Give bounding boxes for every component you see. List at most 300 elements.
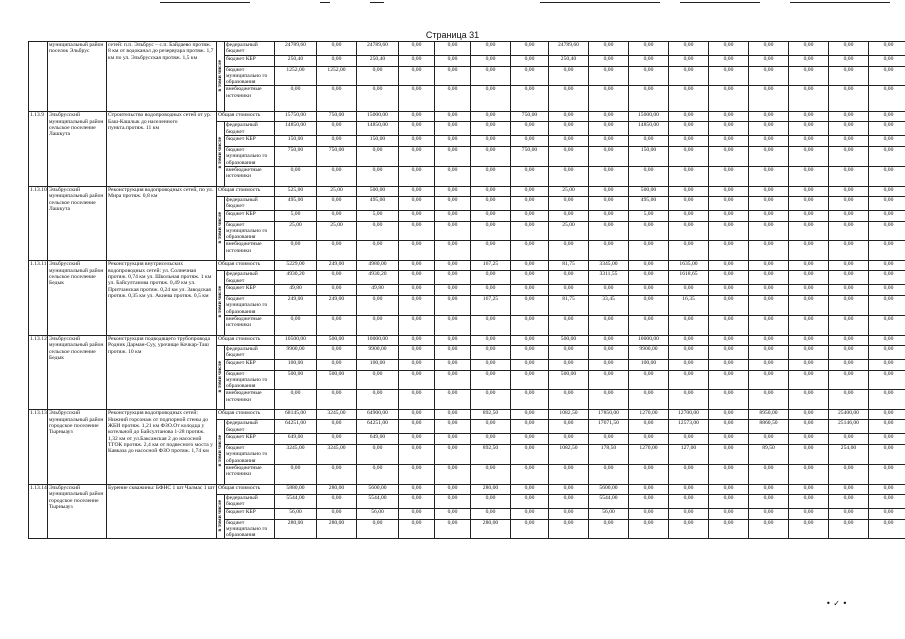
value-cell: 0,00 (471, 271, 511, 285)
value-cell: 0,00 (869, 122, 905, 136)
value-cell: 0,00 (749, 166, 789, 186)
value-cell: 0,00 (829, 136, 869, 147)
value-cell: 0,00 (829, 335, 869, 345)
value-cell: 0,00 (511, 241, 549, 261)
value-cell: 0,00 (317, 122, 357, 136)
value-cell: 0,00 (869, 484, 905, 494)
value-cell: 0,00 (789, 390, 829, 410)
value-cell: 0,00 (669, 147, 709, 167)
value-cell: 4930,20 (357, 271, 399, 285)
value-cell: 5,00 (275, 210, 317, 221)
value-cell: 0,00 (549, 420, 589, 434)
value-cell: 17850,00 (589, 410, 629, 420)
value-cell: 0,00 (511, 359, 549, 370)
value-cell: 15000,00 (629, 112, 669, 122)
value-cell: 0,00 (789, 410, 829, 420)
value-cell: 0,00 (749, 484, 789, 494)
value-cell: 0,00 (749, 136, 789, 147)
value-cell: 0,00 (317, 315, 357, 335)
value-cell: 0,00 (829, 122, 869, 136)
value-cell: 0,00 (399, 210, 435, 221)
value-cell: 0,00 (511, 410, 549, 420)
value-cell: 0,00 (869, 335, 905, 345)
value-cell: 100,00 (275, 359, 317, 370)
value-cell: 0,00 (709, 345, 749, 359)
value-cell: 0,00 (749, 359, 789, 370)
value-cell: 0,00 (317, 434, 357, 445)
value-cell: 0,00 (549, 271, 589, 285)
value-cell: 0,00 (589, 390, 629, 410)
value-cell: 0,00 (629, 136, 669, 147)
value-cell: 0,00 (709, 434, 749, 445)
value-cell: 0,00 (869, 410, 905, 420)
value-cell: 100,00 (629, 359, 669, 370)
table-row (29, 410, 905, 420)
value-cell: 0,00 (709, 410, 749, 420)
vertical-label: в томи числе (217, 286, 224, 318)
value-cell: 0,00 (789, 335, 829, 345)
value-cell: 0,00 (629, 315, 669, 335)
row-code: 1.13.14 (29, 484, 48, 538)
value-cell: 0,00 (399, 345, 435, 359)
value-cell: 0,00 (629, 390, 669, 410)
value-cell: 0,00 (435, 221, 471, 241)
value-cell: 0,00 (435, 86, 471, 112)
value-cell: 0,00 (275, 241, 317, 261)
row-municipality: Эльбрусский муниципальный район городское поселение Тырныауз (48, 484, 107, 538)
row-code: 1.13.11 (29, 261, 48, 335)
value-cell: 0,00 (357, 315, 399, 335)
row-source-label: Общая стоимость (217, 335, 275, 345)
vertical-label-cell (217, 271, 225, 335)
value-cell: 0,00 (399, 494, 435, 508)
value-cell: 0,00 (435, 271, 471, 285)
value-cell: 0,00 (749, 210, 789, 221)
value-cell: 0,00 (829, 508, 869, 519)
value-cell: 0,00 (357, 66, 399, 86)
value-cell: 8950,00 (749, 410, 789, 420)
value-cell: 0,00 (317, 420, 357, 434)
row-source-label: бюджет муниципально го образования (225, 296, 275, 316)
value-cell: 0,00 (749, 186, 789, 196)
value-cell: 0,00 (829, 241, 869, 261)
value-cell: 12573,00 (669, 420, 709, 434)
value-cell: 0,00 (829, 464, 869, 484)
value-cell: 8860,50 (749, 420, 789, 434)
value-cell: 0,00 (789, 136, 829, 147)
value-cell: 0,00 (511, 210, 549, 221)
value-cell: 0,00 (549, 196, 589, 210)
value-cell: 64251,00 (275, 420, 317, 434)
value-cell: 0,00 (399, 136, 435, 147)
value-cell: 0,00 (471, 221, 511, 241)
value-cell: 0,00 (629, 494, 669, 508)
table-row (29, 335, 905, 345)
vertical-label-cell (217, 122, 225, 186)
value-cell: 0,00 (829, 186, 869, 196)
value-cell: 0,00 (709, 390, 749, 410)
value-cell: 10000,00 (629, 335, 669, 345)
value-cell: 500,00 (317, 335, 357, 345)
value-cell: 0,00 (549, 484, 589, 494)
value-cell: 0,00 (471, 55, 511, 66)
value-cell: 0,00 (749, 112, 789, 122)
value-cell: 0,00 (829, 196, 869, 210)
value-cell: 0,00 (789, 484, 829, 494)
value-cell: 14850,00 (629, 122, 669, 136)
value-cell: 0,00 (789, 196, 829, 210)
value-cell: 0,00 (749, 315, 789, 335)
value-cell: 150,00 (629, 147, 669, 167)
scan-marks (0, 0, 905, 8)
value-cell: 0,00 (829, 221, 869, 241)
value-cell: 0,00 (317, 136, 357, 147)
budget-table-body (29, 42, 905, 539)
row-source-label: бюджет муниципально го образования (225, 147, 275, 167)
value-cell: 0,00 (317, 166, 357, 186)
value-cell: 0,00 (709, 494, 749, 508)
value-cell: 24789,60 (357, 42, 399, 56)
value-cell: 0,00 (549, 166, 589, 186)
value-cell: 0,00 (435, 494, 471, 508)
value-cell: 0,00 (589, 122, 629, 136)
value-cell: 0,00 (589, 315, 629, 335)
value-cell: 0,00 (435, 136, 471, 147)
value-cell: 0,00 (709, 122, 749, 136)
row-source-label: внебюджетные источники (225, 86, 275, 112)
value-cell: 0,00 (435, 42, 471, 56)
value-cell: 0,00 (399, 445, 435, 465)
value-cell: 0,00 (471, 210, 511, 221)
value-cell: 0,00 (709, 147, 749, 167)
value-cell: 0,00 (511, 494, 549, 508)
value-cell: 0,00 (317, 359, 357, 370)
value-cell: 0,00 (549, 122, 589, 136)
value-cell: 0,00 (399, 147, 435, 167)
value-cell: 750,00 (317, 112, 357, 122)
value-cell: 0,00 (435, 112, 471, 122)
row-code: 1.13.10 (29, 186, 48, 260)
vertical-label-cell (217, 42, 225, 112)
row-source-label: внебюджетные источники (225, 315, 275, 335)
value-cell: 0,00 (829, 166, 869, 186)
value-cell: 56,00 (357, 508, 399, 519)
value-cell: 49,80 (275, 285, 317, 296)
value-cell: 0,00 (749, 335, 789, 345)
value-cell: 0,00 (669, 285, 709, 296)
value-cell: 0,00 (399, 370, 435, 390)
value-cell: 0,00 (629, 508, 669, 519)
value-cell: 0,00 (709, 445, 749, 465)
value-cell: 127,00 (669, 445, 709, 465)
value-cell: 89,50 (749, 445, 789, 465)
value-cell: 0,00 (511, 166, 549, 186)
value-cell: 0,00 (869, 345, 905, 359)
value-cell: 0,00 (399, 271, 435, 285)
value-cell: 0,00 (629, 42, 669, 56)
value-cell: 0,00 (435, 166, 471, 186)
value-cell: 0,00 (829, 390, 869, 410)
value-cell: 0,00 (669, 55, 709, 66)
value-cell: 649,00 (357, 434, 399, 445)
value-cell: 495,00 (275, 196, 317, 210)
row-source-label: бюджет КБР (225, 434, 275, 445)
value-cell: 0,00 (629, 55, 669, 66)
vertical-label-cell (217, 420, 225, 484)
value-cell: 0,00 (709, 136, 749, 147)
value-cell: 649,00 (275, 434, 317, 445)
value-cell: 0,00 (709, 261, 749, 271)
value-cell: 0,00 (317, 464, 357, 484)
value-cell: 0,00 (549, 86, 589, 112)
value-cell: 0,00 (669, 370, 709, 390)
row-source-label: бюджет муниципально го образования (225, 370, 275, 390)
value-cell: 0,00 (749, 122, 789, 136)
value-cell: 500,00 (357, 186, 399, 196)
value-cell: 0,00 (435, 464, 471, 484)
value-cell: 56,00 (275, 508, 317, 519)
value-cell: 64900,00 (357, 410, 399, 420)
value-cell: 280,00 (471, 484, 511, 494)
value-cell: 0,00 (435, 370, 471, 390)
table-row (29, 42, 905, 56)
row-source-label: федеральный бюджет (225, 196, 275, 210)
value-cell: 0,00 (399, 410, 435, 420)
value-cell: 0,00 (549, 345, 589, 359)
vertical-label: в томи числе (217, 435, 224, 467)
value-cell: 0,00 (669, 345, 709, 359)
value-cell: 750,00 (317, 147, 357, 167)
value-cell: 0,00 (399, 420, 435, 434)
value-cell: 0,00 (869, 390, 905, 410)
value-cell: 0,00 (471, 464, 511, 484)
value-cell: 0,00 (275, 86, 317, 112)
value-cell: 1270,00 (629, 410, 669, 420)
value-cell: 0,00 (589, 434, 629, 445)
value-cell: 0,00 (589, 42, 629, 56)
value-cell: 68145,00 (275, 410, 317, 420)
value-cell: 0,00 (629, 166, 669, 186)
row-municipality: Эльбрусский муниципальный район сельское поселение Лашкута (48, 112, 107, 186)
value-cell: 1635,00 (669, 261, 709, 271)
value-cell: 0,00 (471, 241, 511, 261)
value-cell: 0,00 (749, 390, 789, 410)
value-cell: 0,00 (435, 410, 471, 420)
value-cell: 0,00 (749, 86, 789, 112)
row-source-label: бюджет КБР (225, 55, 275, 66)
value-cell: 0,00 (709, 42, 749, 56)
value-cell: 0,00 (709, 186, 749, 196)
value-cell: 0,00 (749, 241, 789, 261)
value-cell: 0,00 (399, 390, 435, 410)
vertical-label-cell (217, 345, 225, 409)
value-cell: 0,00 (511, 296, 549, 316)
value-cell: 1082,50 (549, 410, 589, 420)
value-cell: 0,00 (629, 519, 669, 539)
value-cell: 0,00 (549, 315, 589, 335)
value-cell: 0,00 (471, 86, 511, 112)
value-cell: 0,00 (399, 315, 435, 335)
value-cell: 1270,00 (629, 445, 669, 465)
value-cell: 0,00 (317, 241, 357, 261)
value-cell: 0,00 (357, 221, 399, 241)
value-cell: 0,00 (399, 359, 435, 370)
value-cell: 0,00 (829, 315, 869, 335)
value-cell: 0,00 (869, 285, 905, 296)
row-source-label: Общая стоимость (217, 112, 275, 122)
value-cell: 0,00 (629, 420, 669, 434)
value-cell: 25400,00 (829, 410, 869, 420)
value-cell: 0,00 (511, 445, 549, 465)
value-cell: 0,00 (357, 147, 399, 167)
value-cell: 0,00 (669, 494, 709, 508)
value-cell: 0,00 (471, 434, 511, 445)
value-cell: 0,00 (589, 335, 629, 345)
corner-marks: • ✓ • (826, 599, 848, 608)
value-cell: 0,00 (789, 370, 829, 390)
value-cell: 0,00 (471, 315, 511, 335)
value-cell: 0,00 (471, 42, 511, 56)
row-source-label: федеральный бюджет (225, 420, 275, 434)
value-cell: 0,00 (511, 464, 549, 484)
value-cell: 0,00 (317, 508, 357, 519)
value-cell: 0,00 (709, 166, 749, 186)
budget-table (28, 41, 905, 539)
value-cell: 0,00 (471, 196, 511, 210)
value-cell: 5544,00 (589, 494, 629, 508)
value-cell: 0,00 (435, 315, 471, 335)
value-cell: 0,00 (829, 55, 869, 66)
value-cell: 0,00 (435, 445, 471, 465)
row-source-label: бюджет муниципально го образования (225, 445, 275, 465)
value-cell: 0,00 (317, 285, 357, 296)
value-cell: 0,00 (471, 136, 511, 147)
value-cell: 0,00 (471, 285, 511, 296)
value-cell: 254,00 (829, 445, 869, 465)
value-cell: 0,00 (829, 42, 869, 56)
value-cell: 0,00 (399, 112, 435, 122)
value-cell: 892,50 (471, 445, 511, 465)
value-cell: 49,80 (357, 285, 399, 296)
value-cell: 0,00 (471, 345, 511, 359)
row-source-label: внебюджетные источники (225, 166, 275, 186)
value-cell: 0,00 (829, 484, 869, 494)
value-cell: 0,00 (275, 464, 317, 484)
value-cell: 0,00 (629, 66, 669, 86)
value-cell: 0,00 (669, 66, 709, 86)
value-cell: 5880,00 (275, 484, 317, 494)
value-cell: 250,40 (549, 55, 589, 66)
value-cell: 5,00 (357, 210, 399, 221)
value-cell: 0,00 (709, 315, 749, 335)
value-cell: 0,00 (629, 296, 669, 316)
value-cell: 0,00 (511, 196, 549, 210)
vertical-label: в томи числе (217, 59, 224, 92)
value-cell: 0,00 (399, 42, 435, 56)
row-source-label: внебюджетные источники (225, 464, 275, 484)
value-cell: 0,00 (749, 434, 789, 445)
value-cell: 0,00 (669, 221, 709, 241)
value-cell: 0,00 (399, 434, 435, 445)
value-cell: 0,00 (709, 464, 749, 484)
value-cell: 0,00 (471, 508, 511, 519)
value-cell: 0,00 (435, 296, 471, 316)
value-cell: 150,00 (357, 136, 399, 147)
value-cell: 14850,00 (275, 122, 317, 136)
value-cell: 0,00 (669, 519, 709, 539)
row-source-label: Общая стоимость (217, 484, 275, 494)
value-cell: 0,00 (669, 210, 709, 221)
value-cell: 0,00 (511, 86, 549, 112)
value-cell: 0,00 (549, 390, 589, 410)
value-cell: 0,00 (749, 66, 789, 86)
value-cell: 33,45 (589, 296, 629, 316)
value-cell: 0,00 (435, 484, 471, 494)
value-cell: 0,00 (317, 271, 357, 285)
value-cell: 0,00 (511, 271, 549, 285)
value-cell: 250,40 (357, 55, 399, 66)
value-cell: 0,00 (869, 147, 905, 167)
value-cell: 0,00 (399, 122, 435, 136)
value-cell: 0,00 (669, 508, 709, 519)
value-cell: 0,00 (829, 296, 869, 316)
value-cell: 495,00 (629, 196, 669, 210)
value-cell: 495,00 (357, 196, 399, 210)
value-cell: 0,00 (317, 86, 357, 112)
value-cell: 0,00 (511, 484, 549, 494)
row-source-label: федеральный бюджет (225, 271, 275, 285)
value-cell: 0,00 (829, 359, 869, 370)
value-cell: 0,00 (629, 434, 669, 445)
value-cell: 0,00 (709, 196, 749, 210)
value-cell: 0,00 (789, 66, 829, 86)
value-cell: 0,00 (357, 445, 399, 465)
value-cell: 5600,00 (589, 484, 629, 494)
value-cell: 0,00 (789, 112, 829, 122)
budget-table-sheet (28, 41, 894, 539)
value-cell: 249,00 (317, 261, 357, 271)
value-cell: 500,00 (549, 335, 589, 345)
value-cell: 0,00 (749, 508, 789, 519)
value-cell: 81,75 (549, 296, 589, 316)
value-cell: 0,00 (869, 196, 905, 210)
value-cell: 0,00 (399, 508, 435, 519)
value-cell: 0,00 (829, 370, 869, 390)
value-cell: 0,00 (589, 186, 629, 196)
value-cell: 0,00 (669, 196, 709, 210)
value-cell: 0,00 (789, 186, 829, 196)
value-cell: 1082,50 (549, 445, 589, 465)
value-cell: 0,00 (749, 221, 789, 241)
value-cell: 0,00 (669, 86, 709, 112)
value-cell: 0,00 (709, 285, 749, 296)
value-cell: 0,00 (471, 390, 511, 410)
value-cell: 0,00 (749, 147, 789, 167)
value-cell: 0,00 (511, 508, 549, 519)
value-cell: 280,00 (471, 519, 511, 539)
value-cell: 0,00 (789, 261, 829, 271)
vertical-label-cell (217, 196, 225, 260)
value-cell: 0,00 (357, 390, 399, 410)
row-source-label: бюджет КБР (225, 136, 275, 147)
value-cell: 500,00 (317, 370, 357, 390)
value-cell: 0,00 (669, 186, 709, 196)
value-cell: 0,00 (399, 186, 435, 196)
value-cell: 0,00 (789, 42, 829, 56)
value-cell: 0,00 (789, 285, 829, 296)
value-cell: 0,00 (829, 261, 869, 271)
value-cell: 0,00 (669, 390, 709, 410)
